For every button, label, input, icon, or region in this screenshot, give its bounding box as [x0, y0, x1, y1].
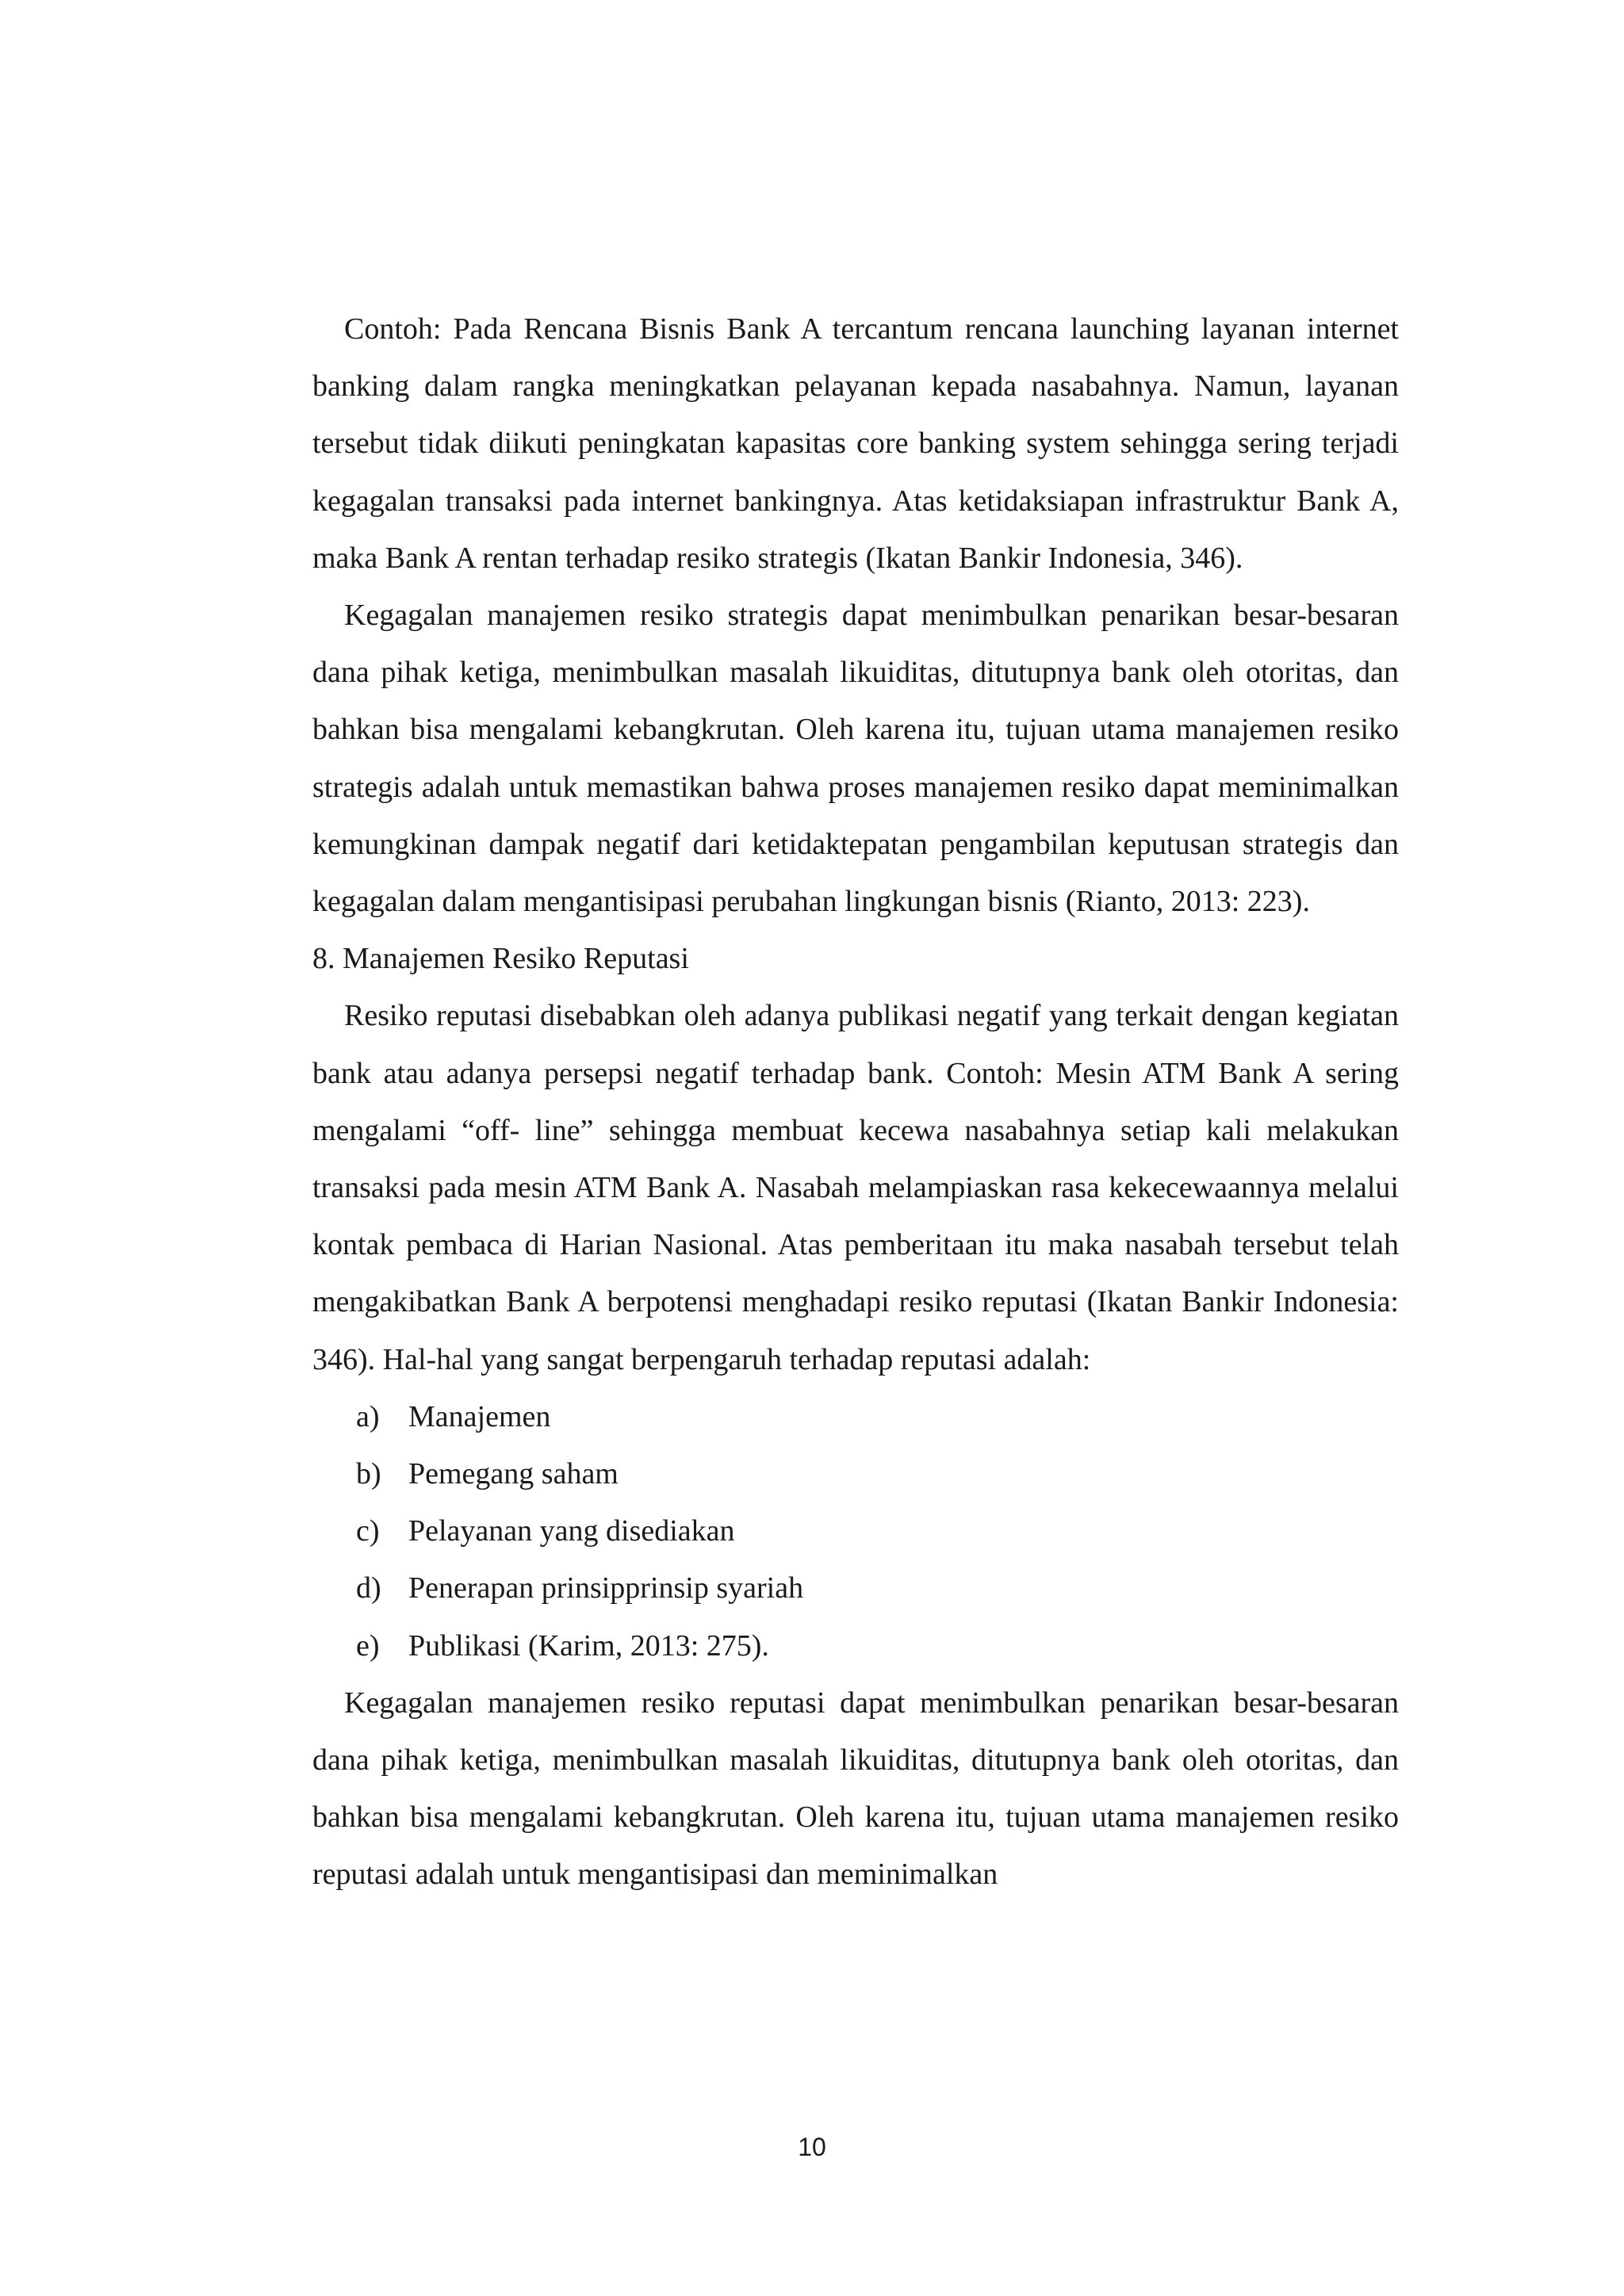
list-item	[312, 1388, 1399, 1445]
page-number: 10	[798, 2133, 826, 2161]
list-marker: b)	[356, 1457, 381, 1491]
section-heading-reputation-risk: 8. Manajemen Resiko Reputasi	[312, 942, 689, 976]
list-item-text: Pelayanan yang disediakan	[408, 1514, 735, 1548]
list-item-text: Publikasi (Karim, 2013: 275).	[408, 1628, 769, 1663]
list-marker: a)	[356, 1399, 380, 1433]
list-item	[312, 1617, 1399, 1674]
list-marker: c)	[356, 1514, 380, 1548]
list-marker: e)	[356, 1628, 380, 1663]
list-item-text: Pemegang saham	[408, 1457, 619, 1491]
paragraph-reputation-risk-failure: Kegagalan manajemen resiko reputasi dapat menimbulkan penarikan besar-besaran dana pihak ketiga, menimbulkan masalah likuiditas, ditutupnya bank oleh otoritas, dan bahkan bisa mengalami kebangkrutan. Oleh karena itu, tujuan utama manajemen resiko reputasi adalah untuk mengantisipasi dan meminimalkan	[312, 1686, 1399, 1892]
list-item-text: Penerapan prinsipprinsip syariah	[408, 1571, 804, 1605]
list-item-text: Manajemen	[408, 1399, 551, 1433]
list-marker: d)	[356, 1571, 381, 1605]
paragraph-strategic-risk-failure: Kegagalan manajemen resiko strategis dapat menimbulkan penarikan besar-besaran dana pihak ketiga, menimbulkan masalah likuiditas, ditutupnya bank oleh otoritas, dan bahkan bisa mengalami kebangkrutan. Oleh karena itu, tujuan utama manajemen resiko strategis adalah untuk memastikan bahwa proses manajemen resiko dapat meminimalkan kemungkinan dampak negatif dari ketidaktepatan pengambilan keputusan strategis dan kegagalan dalam mengantisipasi perubahan lingkungan bisnis (Rianto, 2013: 223).	[312, 599, 1399, 919]
list-item	[312, 1502, 1399, 1559]
list-item	[312, 1559, 1399, 1617]
paragraph-reputation-risk: Resiko reputasi disebabkan oleh adanya publikasi negatif yang terkait dengan kegiatan bank atau adanya persepsi negatif terhadap bank. Contoh: Mesin ATM Bank A sering mengalami “off- line” sehingga membuat kecewa nasabahnya setiap kali melakukan transaksi pada mesin ATM Bank A. Nasabah melampiaskan rasa kekecewaannya melalui kontak pembaca di Harian Nasional. Atas pemberitaan itu maka nasabah tersebut telah mengakibatkan Bank A berpotensi menghadapi resiko reputasi (Ikatan Bankir Indonesia: 346). Hal-hal yang sangat berpengaruh terhadap reputasi adalah:	[312, 999, 1399, 1376]
page-body	[312, 300, 1399, 1904]
reputation-factors-list	[312, 1388, 1399, 1674]
list-item	[312, 1445, 1399, 1502]
paragraph-example-strategic-risk: Contoh: Pada Rencana Bisnis Bank A tercantum rencana launching layanan internet banking dalam rangka meningkatkan pelayanan kepada nasabahnya. Namun, layanan tersebut tidak diikuti peningkatan kapasitas core banking system sehingga sering terjadi kegagalan transaksi pada internet bankingnya. Atas ketidaksiapan infrastruktur Bank A, maka Bank A rentan terhadap resiko strategis (Ikatan Bankir Indonesia, 346).	[312, 312, 1399, 575]
